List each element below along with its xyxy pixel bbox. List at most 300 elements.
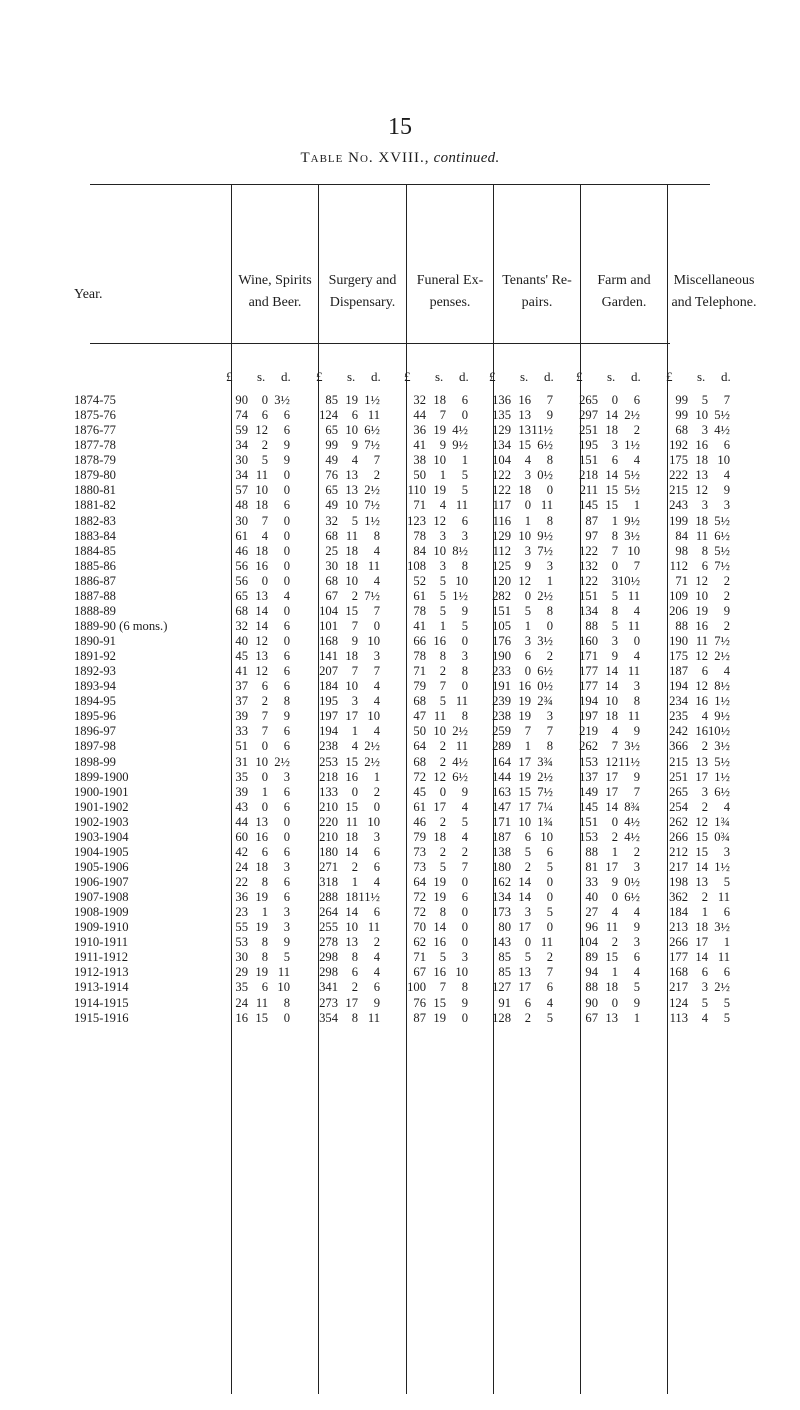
shillings-value: 15 <box>518 784 531 799</box>
amount-cell <box>485 980 553 995</box>
shillings-value: 3 <box>611 438 618 453</box>
pence-value: 1½ <box>364 513 380 528</box>
row-year: 1890-91 <box>74 634 116 648</box>
shillings-value: 7 <box>261 709 268 724</box>
pence-value: 8 <box>633 694 640 709</box>
amount-cell <box>312 423 380 438</box>
pounds-value: 85 <box>325 393 338 407</box>
pence-value: 3 <box>633 935 640 950</box>
shillings-value: 4 <box>611 724 618 739</box>
pence-value: 5 <box>723 1010 730 1025</box>
pence-value: 2 <box>373 468 380 483</box>
pounds-value: 164 <box>492 754 511 769</box>
shillings-value: 18 <box>605 423 618 438</box>
pence-value: 6 <box>373 844 380 859</box>
table-row <box>0 559 800 574</box>
row-year: 1898-99 <box>74 754 116 769</box>
shillings-value: 17 <box>345 995 358 1010</box>
pounds-value: 85 <box>498 965 511 980</box>
column-header-line2: penses. <box>429 295 471 311</box>
amount-cell <box>662 890 730 905</box>
pounds-value: 97 <box>585 528 598 543</box>
amount-cell <box>222 483 290 498</box>
pence-value: 5½ <box>714 408 730 423</box>
pounds-value: 72 <box>413 769 426 784</box>
amount-cell <box>222 649 290 664</box>
shillings-value: 10 <box>433 543 446 558</box>
unit-label: s. <box>435 369 444 384</box>
shillings-value: 13 <box>255 588 268 603</box>
pence-value: 5 <box>633 980 640 995</box>
pounds-value: 120 <box>492 573 511 588</box>
shillings-value: 18 <box>695 453 708 468</box>
shillings-value: 8 <box>261 875 268 889</box>
amount-cell <box>312 890 380 905</box>
amount-cell <box>312 709 380 724</box>
pounds-value: 61 <box>235 528 248 543</box>
pounds-value: 254 <box>669 799 688 814</box>
pence-value: 1½ <box>364 393 380 407</box>
pounds-value: 177 <box>579 679 598 694</box>
column-header <box>494 270 580 315</box>
unit-label: £ <box>404 369 411 384</box>
shillings-value: 19 <box>433 890 446 905</box>
amount-cell <box>662 604 730 619</box>
amount-cell <box>222 739 290 754</box>
table-title-suffix: continued. <box>433 150 500 166</box>
amount-cell <box>312 935 380 950</box>
table-row <box>0 604 800 619</box>
shillings-value: 5 <box>439 694 446 709</box>
pounds-value: 71 <box>413 950 426 965</box>
pounds-value: 242 <box>669 724 688 739</box>
pence-value: 8 <box>546 513 553 528</box>
shillings-value: 7 <box>351 618 358 633</box>
pence-value: 3 <box>633 679 640 694</box>
pence-value: 7¼ <box>537 799 553 814</box>
pounds-value: 31 <box>235 754 248 769</box>
amount-cell <box>572 920 640 935</box>
column-header <box>319 270 406 315</box>
shillings-value: 4 <box>351 453 358 468</box>
pounds-value: 366 <box>669 739 688 754</box>
pence-value: 6 <box>546 844 553 859</box>
amount-cell <box>662 619 730 634</box>
amount-cell <box>312 830 380 845</box>
pence-value: 10 <box>367 814 380 829</box>
shillings-value: 10 <box>433 453 446 468</box>
shillings-value: 10 <box>518 528 531 543</box>
shillings-value: 17 <box>433 799 446 814</box>
pounds-value: 98 <box>675 543 688 558</box>
amount-cell <box>312 498 380 513</box>
shillings-value: 12 <box>695 483 708 498</box>
pounds-value: 255 <box>319 920 338 935</box>
shillings-value: 6 <box>701 558 708 573</box>
pounds-value: 112 <box>669 558 688 573</box>
row-year: 1910-1911 <box>74 935 129 950</box>
shillings-value: 13 <box>695 754 708 769</box>
pence-value: 0 <box>546 618 553 633</box>
row-year: 1891-92 <box>74 649 116 664</box>
table-row <box>0 830 800 845</box>
pounds-value: 79 <box>413 679 426 694</box>
amount-cell <box>312 860 380 875</box>
pence-value: 11 <box>717 950 730 965</box>
pence-value: 6 <box>633 950 640 965</box>
pounds-value: 195 <box>579 438 598 453</box>
pence-value: 4 <box>633 649 640 664</box>
amount-cell <box>400 498 468 513</box>
pounds-value: 168 <box>669 965 688 980</box>
shillings-value: 2 <box>261 694 268 709</box>
shillings-value: 16 <box>695 438 708 453</box>
pounds-value: 44 <box>235 814 248 829</box>
pounds-value: 141 <box>319 649 338 664</box>
pence-value: 9 <box>373 995 380 1010</box>
row-year: 1881-82 <box>74 498 116 513</box>
pounds-value: 46 <box>413 814 426 829</box>
shillings-value: 13 <box>255 649 268 664</box>
pounds-value: 127 <box>492 980 511 995</box>
pounds-value: 117 <box>492 498 511 513</box>
row-year: 1887-88 <box>74 588 116 603</box>
pounds-value: 251 <box>579 423 598 438</box>
pounds-value: 151 <box>579 814 598 829</box>
amount-cell <box>485 724 553 739</box>
pence-value: 6 <box>283 408 290 423</box>
table-row <box>0 875 800 890</box>
amount-cell <box>572 724 640 739</box>
pounds-value: 52 <box>413 573 426 588</box>
pence-value: 7½ <box>364 588 380 603</box>
amount-cell <box>312 679 380 694</box>
pounds-value: 238 <box>492 709 511 724</box>
amount-cell <box>400 950 468 965</box>
row-year: 1888-89 <box>74 603 116 618</box>
pounds-value: 138 <box>492 844 511 859</box>
shillings-value: 0 <box>261 739 268 754</box>
pounds-value: 27 <box>585 905 598 920</box>
amount-cell <box>400 830 468 845</box>
shillings-value: 15 <box>255 1010 268 1025</box>
pounds-value: 134 <box>579 603 598 618</box>
amount-cell <box>312 996 380 1011</box>
row-year: 1876-77 <box>74 423 116 438</box>
shillings-value: 1 <box>261 905 268 920</box>
pence-value: 8 <box>546 453 553 468</box>
pence-value: 9 <box>633 769 640 784</box>
pence-value: 3 <box>373 649 380 664</box>
shillings-value: 17 <box>605 859 618 874</box>
pence-value: 9 <box>723 483 730 498</box>
page-number: 15 <box>388 114 412 140</box>
amount-cell <box>400 709 468 724</box>
column-header-line1: Funeral Ex- <box>416 273 484 288</box>
pence-value: 11 <box>455 739 468 754</box>
pence-value: 0 <box>283 513 290 528</box>
amount-cell <box>572 830 640 845</box>
shillings-value: 15 <box>345 603 358 618</box>
shillings-value: 2 <box>351 859 358 874</box>
shillings-value: 5 <box>701 393 708 407</box>
pounds-value: 30 <box>325 558 338 573</box>
pence-value: 6 <box>283 679 290 694</box>
table-row <box>0 950 800 965</box>
amount-cell <box>400 755 468 770</box>
pounds-value: 43 <box>235 799 248 814</box>
amount-cell <box>662 996 730 1011</box>
shillings-value: 3 <box>524 634 531 648</box>
pence-value: 10 <box>627 543 640 558</box>
pence-value: 7 <box>373 664 380 679</box>
pounds-value: 318 <box>319 875 338 889</box>
pounds-value: 116 <box>492 513 511 528</box>
amount-cell <box>400 649 468 664</box>
pence-value: 6 <box>283 799 290 814</box>
table-row <box>0 544 800 559</box>
shillings-value: 16 <box>518 679 531 694</box>
amount-cell <box>662 679 730 694</box>
amount-cell <box>400 980 468 995</box>
pounds-value: 99 <box>675 408 688 423</box>
pence-value: 7½ <box>364 438 380 453</box>
table-row <box>0 679 800 694</box>
pounds-value: 137 <box>579 769 598 784</box>
pounds-value: 289 <box>492 739 511 754</box>
pence-value: 4 <box>633 603 640 618</box>
shillings-value: 9 <box>611 875 618 889</box>
header-bottom-rule <box>90 343 670 344</box>
pounds-value: 234 <box>669 694 688 709</box>
shillings-value: 16 <box>255 558 268 573</box>
pounds-value: 235 <box>669 709 688 724</box>
pounds-value: 198 <box>669 875 688 889</box>
pence-value: 6½ <box>624 890 640 905</box>
pence-value: 3 <box>461 649 468 664</box>
pounds-value: 45 <box>413 784 426 799</box>
pounds-value: 278 <box>319 935 338 950</box>
pence-value: 0 <box>461 905 468 920</box>
pounds-value: 78 <box>413 649 426 664</box>
shillings-value: 11 <box>695 634 708 648</box>
pounds-value: 37 <box>235 694 248 709</box>
amount-cell <box>572 559 640 574</box>
amount-cell <box>572 815 640 830</box>
shillings-value: 1 <box>524 618 531 633</box>
pounds-value: 104 <box>319 603 338 618</box>
pounds-value: 184 <box>319 679 338 694</box>
pounds-value: 149 <box>579 784 598 799</box>
pounds-value: 264 <box>319 905 338 920</box>
amount-cell <box>572 574 640 589</box>
shillings-value: 3 <box>701 784 708 799</box>
pence-value: 11 <box>627 709 640 724</box>
shillings-value: 10 <box>695 588 708 603</box>
pounds-value: 265 <box>579 393 598 407</box>
shillings-value: 4 <box>524 453 531 468</box>
shillings-value: 7 <box>611 543 618 558</box>
pounds-value: 76 <box>413 995 426 1010</box>
pence-value: 0 <box>283 468 290 483</box>
table-row <box>0 408 800 423</box>
shillings-value: 18 <box>345 543 358 558</box>
amount-cell <box>485 905 553 920</box>
pence-value: 5½ <box>714 754 730 769</box>
amount-cell <box>312 770 380 785</box>
pence-value: 11 <box>627 588 640 603</box>
pounds-value: 124 <box>319 408 338 423</box>
shillings-value: 17 <box>518 754 531 769</box>
row-year: 1895-96 <box>74 709 116 724</box>
pence-value: 0 <box>283 634 290 648</box>
pounds-value: 239 <box>492 694 511 709</box>
shillings-value: 12 <box>433 513 446 528</box>
pounds-value: 60 <box>235 829 248 844</box>
pounds-value: 49 <box>325 453 338 468</box>
unit-label: s. <box>347 369 356 384</box>
pounds-value: 190 <box>492 649 511 664</box>
pence-value: 3 <box>373 829 380 844</box>
pence-value: 8 <box>283 995 290 1010</box>
pence-value: 5 <box>546 859 553 874</box>
pounds-value: 53 <box>235 935 248 950</box>
amount-cell <box>400 529 468 544</box>
pence-value: 5 <box>546 1010 553 1025</box>
pence-value: 1 <box>723 935 730 950</box>
pounds-value: 213 <box>669 920 688 935</box>
amount-cell <box>400 739 468 754</box>
row-year: 1897-98 <box>74 739 116 754</box>
amount-cell <box>222 423 290 438</box>
amount-cell <box>572 890 640 905</box>
shillings-value: 19 <box>345 393 358 407</box>
amount-cell <box>312 845 380 860</box>
shillings-value: 14 <box>605 679 618 694</box>
shillings-value: 2 <box>351 980 358 995</box>
pounds-value: 273 <box>319 995 338 1010</box>
pence-value: 11 <box>367 558 380 573</box>
shillings-value: 10 <box>345 679 358 694</box>
pounds-value: 78 <box>413 528 426 543</box>
amount-cell <box>400 724 468 739</box>
amount-cell <box>400 438 468 453</box>
amount-cell <box>485 604 553 619</box>
amount-cell <box>400 468 468 483</box>
column-header <box>668 270 760 315</box>
amount-cell <box>572 544 640 559</box>
amount-cell <box>485 815 553 830</box>
pounds-value: 151 <box>579 453 598 468</box>
pence-value: 6½ <box>364 423 380 438</box>
shillings-value: 5 <box>439 859 446 874</box>
shillings-value: 13 <box>695 875 708 889</box>
pence-value: 0 <box>633 634 640 648</box>
pounds-value: 38 <box>413 453 426 468</box>
amount-cell <box>485 950 553 965</box>
table-row <box>0 739 800 754</box>
pounds-value: 122 <box>492 468 511 483</box>
shillings-value: 14 <box>695 950 708 965</box>
pence-value: 0 <box>283 603 290 618</box>
pounds-value: 29 <box>235 965 248 980</box>
row-year: 1892-93 <box>74 664 116 679</box>
pence-value: 2 <box>633 423 640 438</box>
shillings-value: 2 <box>701 890 708 905</box>
amount-cell <box>400 965 468 980</box>
amount-cell <box>662 1011 730 1026</box>
pence-value: 2½ <box>537 588 553 603</box>
pounds-value: 104 <box>492 453 511 468</box>
shillings-value: 13 <box>518 965 531 980</box>
column-header-line1: Tenants' Re- <box>502 273 572 288</box>
pounds-value: 210 <box>319 829 338 844</box>
shillings-value: 15 <box>605 498 618 513</box>
pence-value: 1½ <box>714 694 730 709</box>
amount-cell <box>312 950 380 965</box>
shillings-value: 14 <box>345 905 358 920</box>
pence-value: 5½ <box>714 513 730 528</box>
pounds-value: 233 <box>492 664 511 679</box>
pounds-value: 147 <box>492 799 511 814</box>
shillings-value: 4 <box>611 905 618 920</box>
amount-cell <box>400 845 468 860</box>
pounds-value: 88 <box>585 844 598 859</box>
pence-value: 7 <box>546 393 553 407</box>
table-row <box>0 393 800 408</box>
shillings-value: 6 <box>261 408 268 423</box>
pounds-value: 173 <box>492 905 511 920</box>
pence-value: 8 <box>546 603 553 618</box>
row-year: 1906-1907 <box>74 875 129 889</box>
pence-value: 11 <box>455 694 468 709</box>
shillings-value: 11 <box>255 468 268 483</box>
amount-cell <box>400 694 468 709</box>
pence-value: 4 <box>373 965 380 980</box>
pence-value: 2 <box>723 573 730 588</box>
amount-cell <box>662 694 730 709</box>
amount-cell <box>222 935 290 950</box>
amount-cell <box>400 770 468 785</box>
pence-value: 6½ <box>537 438 553 453</box>
amount-cell <box>662 408 730 423</box>
pounds-value: 362 <box>669 890 688 905</box>
pence-value: 0 <box>283 829 290 844</box>
pence-value: 3½ <box>714 920 730 935</box>
shillings-value: 18 <box>433 393 446 407</box>
pounds-value: 50 <box>413 724 426 739</box>
pence-value: 6 <box>461 890 468 905</box>
pounds-value: 25 <box>325 543 338 558</box>
shillings-value: 18 <box>605 980 618 995</box>
row-year: 1901-1902 <box>74 799 129 814</box>
shillings-value: 6 <box>261 844 268 859</box>
unit-label: £ <box>666 369 673 384</box>
amount-cell <box>400 483 468 498</box>
pounds-value: 47 <box>413 709 426 724</box>
amount-cell <box>312 905 380 920</box>
pounds-value: 171 <box>492 814 511 829</box>
pounds-value: 30 <box>235 950 248 965</box>
pence-value: 10 <box>367 634 380 648</box>
amount-cell <box>222 875 290 890</box>
pounds-value: 30 <box>235 453 248 468</box>
pence-value: 6 <box>723 965 730 980</box>
amount-cell <box>312 619 380 634</box>
pence-value: 2½ <box>714 980 730 995</box>
amount-cell <box>485 694 553 709</box>
pence-value: 3 <box>283 769 290 784</box>
